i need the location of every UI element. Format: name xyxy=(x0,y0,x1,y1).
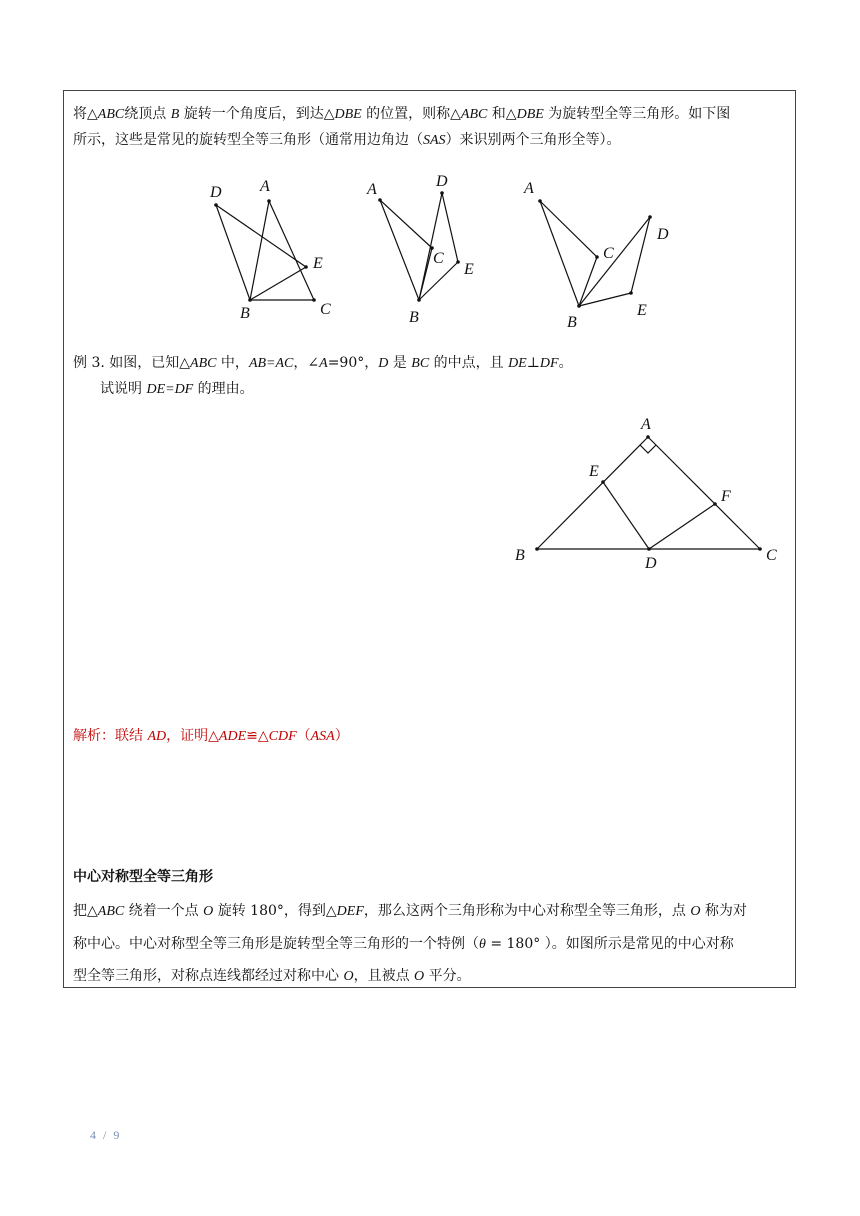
text-run: 。 xyxy=(558,355,573,371)
text-run: DF xyxy=(539,356,559,371)
label-A: A xyxy=(367,181,377,198)
text-run: = 180° xyxy=(485,936,545,952)
text-run: ABC xyxy=(460,107,488,122)
text-run: 的中点，且 xyxy=(429,355,509,371)
label-F: F xyxy=(721,488,731,505)
text-run: ） xyxy=(334,728,349,744)
text-run: O xyxy=(343,969,354,984)
text-run: B xyxy=(170,107,180,122)
text-run: θ xyxy=(479,937,486,952)
text-run: ADE xyxy=(218,729,247,744)
text-run: DBE xyxy=(334,107,362,122)
segment-DF xyxy=(649,504,715,549)
label-B: B xyxy=(409,309,419,326)
text-run: ，那么这两个三角形称为中心对称型全等三角形，点 xyxy=(363,903,691,919)
segment-DE xyxy=(442,193,458,262)
text-run: SAS xyxy=(423,133,446,148)
text-run: DE xyxy=(508,356,527,371)
text-run: 绕顶点 xyxy=(124,106,171,122)
label-C: C xyxy=(433,250,444,267)
text-run: 平分。 xyxy=(424,968,471,984)
text-run: CDF xyxy=(268,729,297,744)
analysis-text xyxy=(73,726,349,747)
text-run: 旋转 180°，得到△ xyxy=(213,903,337,919)
text-run: ABC xyxy=(97,107,125,122)
section-heading: 中心对称型全等三角形 xyxy=(73,869,213,885)
text-run: 的位置，则称△ xyxy=(361,106,461,122)
label-E: E xyxy=(313,255,323,272)
text-run: 型全等三角形，对称点连线都经过对称中心 xyxy=(73,968,344,984)
text-run: O xyxy=(690,904,701,919)
rotation-figure-3 xyxy=(515,175,685,335)
text-run: AD xyxy=(147,729,167,744)
label-D: D xyxy=(657,226,669,243)
example-line-2 xyxy=(100,379,254,400)
rotation-figure-2 xyxy=(360,170,490,330)
text-run: ）来识别两个三角形全等）。 xyxy=(445,132,621,148)
text-run: 为旋转型全等三角形。如下图 xyxy=(543,106,731,122)
text-run: 例 3. 如图，已知△ xyxy=(73,355,191,371)
segment-AB xyxy=(250,201,269,300)
central-line-2 xyxy=(73,934,734,955)
right-angle-mark xyxy=(640,445,656,453)
text-run: ，∠ xyxy=(293,355,320,371)
text-run: O xyxy=(203,904,214,919)
text-run: ABC xyxy=(97,904,125,919)
segment-DB xyxy=(419,193,442,300)
text-run: ，证明△ xyxy=(166,728,219,744)
text-run: BC xyxy=(411,356,430,371)
segment-AB xyxy=(380,200,419,300)
text-run: 所示，这些是常见的旋转型全等三角形（通常用边角边（ xyxy=(73,132,423,148)
label-A: A xyxy=(641,416,651,433)
segment-DB xyxy=(216,205,250,300)
text-run: ASA xyxy=(310,729,335,744)
segment-BC xyxy=(579,257,597,306)
text-run: ≌△ xyxy=(246,728,269,744)
text-run: 是 xyxy=(388,355,412,371)
page-number: 4 / 9 xyxy=(90,1128,122,1142)
label-A: A xyxy=(260,178,270,195)
example-figure xyxy=(505,410,795,580)
segment-AC xyxy=(648,437,760,549)
text-run: DE=DF xyxy=(146,382,194,397)
label-E: E xyxy=(464,261,474,278)
text-run: =90°， xyxy=(327,355,379,371)
text-run: ABC xyxy=(190,356,217,371)
text-run: 的理由。 xyxy=(193,381,254,397)
segment-AB xyxy=(537,437,648,549)
text-run: A xyxy=(319,356,328,371)
text-run: 将△ xyxy=(73,106,98,122)
text-run: ）。如图所示是常见的中心对称 xyxy=(544,936,734,952)
segment-AC xyxy=(380,200,432,248)
example-line-1 xyxy=(73,353,573,374)
segment-BE xyxy=(419,262,458,300)
text-run: 称中心。中心对称型全等三角形是旋转型全等三角形的一个特例（ xyxy=(73,936,479,952)
label-C: C xyxy=(603,245,614,262)
text-run: 绕着一个点 xyxy=(124,903,204,919)
intro-line-2 xyxy=(73,130,621,151)
text-run: DEF xyxy=(336,904,364,919)
text-run: 试说明 xyxy=(100,381,147,397)
text-run: ⊥ xyxy=(526,355,540,371)
label-D: D xyxy=(436,173,448,190)
text-run: （ xyxy=(296,728,311,744)
label-C: C xyxy=(766,547,777,564)
label-E: E xyxy=(637,302,647,319)
text-run: 把△ xyxy=(73,903,98,919)
label-D: D xyxy=(645,555,657,572)
segment-DE xyxy=(603,482,649,549)
label-B: B xyxy=(240,305,250,322)
central-line-1 xyxy=(73,901,747,922)
segment-BE xyxy=(579,293,631,306)
text-run: DBE xyxy=(516,107,544,122)
segment-AB xyxy=(540,201,579,306)
text-run: O xyxy=(414,969,425,984)
central-line-3 xyxy=(73,966,471,987)
label-E: E xyxy=(589,463,599,480)
segment-AC xyxy=(540,201,597,257)
text-run: 中， xyxy=(216,355,249,371)
segment-DE xyxy=(216,205,306,267)
text-run: 和△ xyxy=(487,106,517,122)
text-run: ，且被点 xyxy=(353,968,415,984)
rotation-figure-1 xyxy=(200,175,340,325)
text-run: 旋转一个角度后，到达△ xyxy=(179,106,335,122)
text-run: AB=AC xyxy=(248,356,294,371)
label-C: C xyxy=(320,301,331,318)
label-B: B xyxy=(567,314,577,331)
text-run: 称为对 xyxy=(700,903,747,919)
segment-BE xyxy=(250,267,306,300)
text-run: D xyxy=(378,356,389,371)
label-A: A xyxy=(524,180,534,197)
label-D: D xyxy=(210,184,222,201)
intro-line-1 xyxy=(73,104,730,125)
label-B: B xyxy=(515,547,525,564)
text-run: 解析：联结 xyxy=(73,728,148,744)
